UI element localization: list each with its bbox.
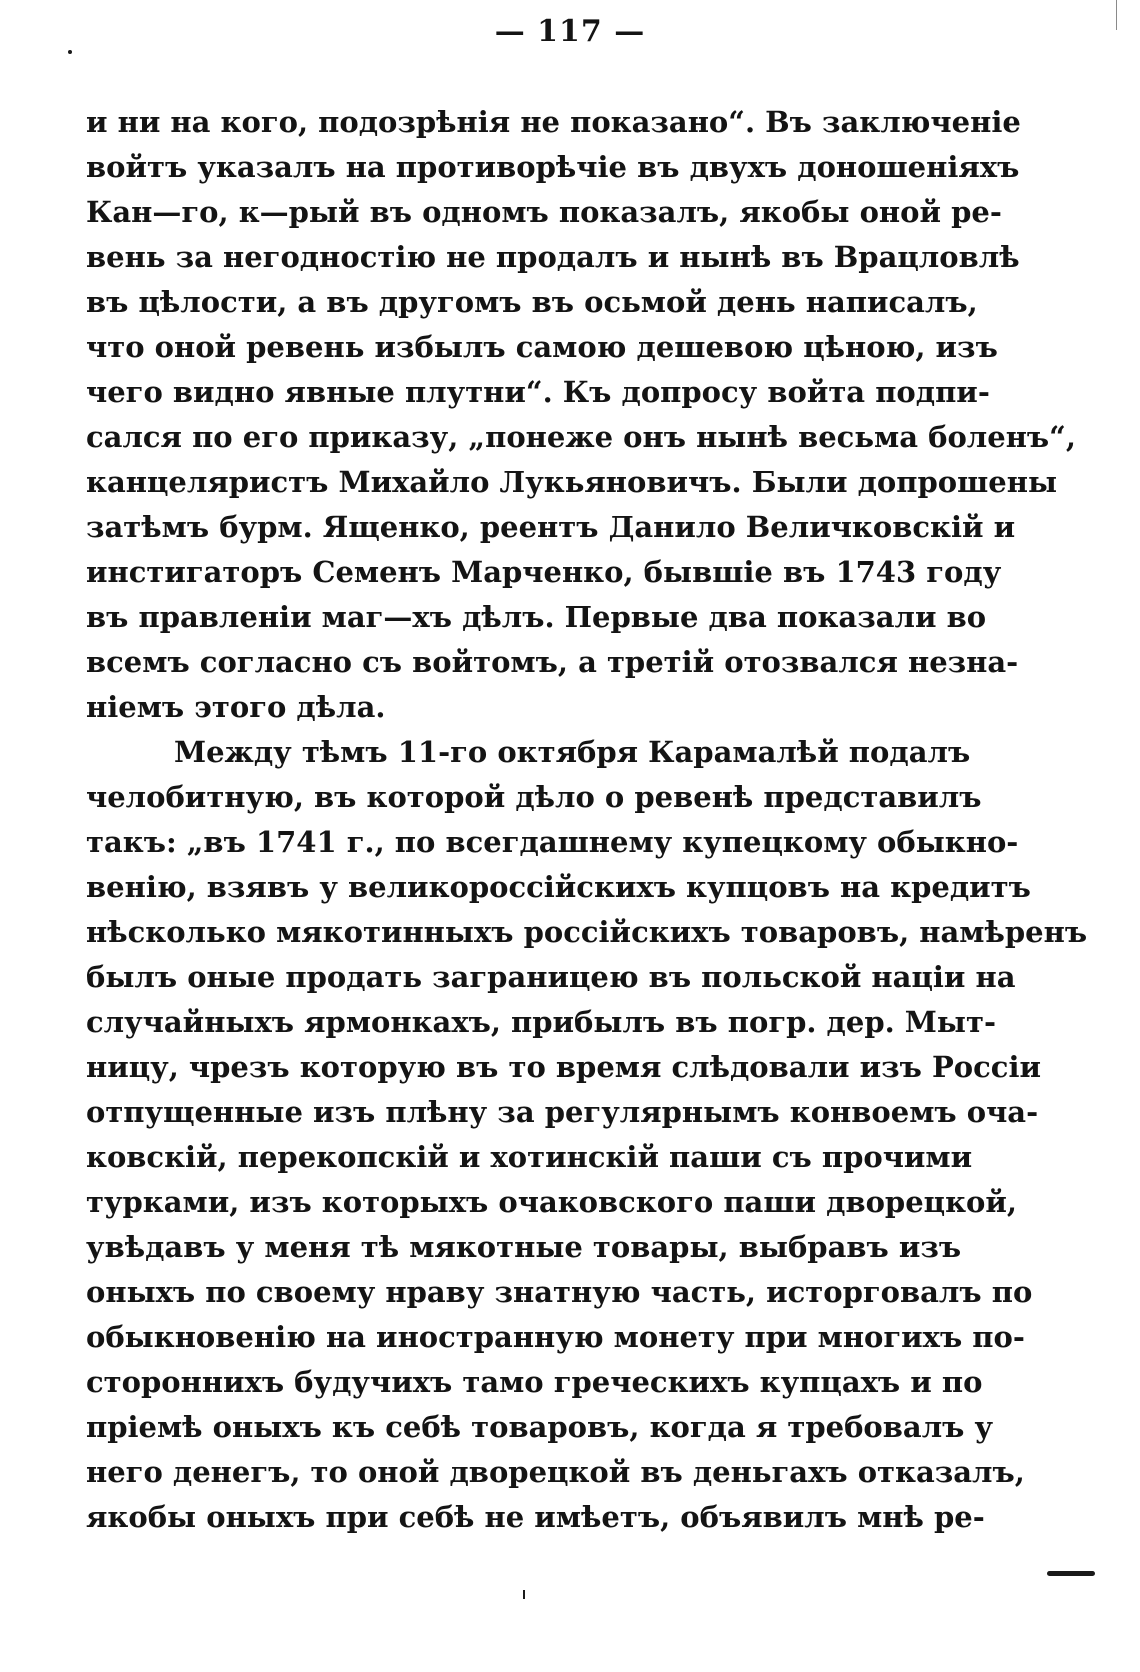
text-line: Между тѣмъ 11-го октября Карамалѣй подалъ: [174, 735, 971, 769]
text-line: ніемъ этого дѣла.: [86, 690, 386, 724]
text-line: въ цѣлости, а въ другомъ въ осьмой день написалъ,: [86, 285, 978, 319]
text-line: него денегъ, то оной дворецкой въ деньгахъ отказалъ,: [86, 1455, 1025, 1489]
paragraph: [86, 100, 1076, 730]
text-line: оныхъ по своему нраву знатную часть, исторговалъ по: [86, 1275, 1033, 1309]
body-text: [86, 100, 1088, 1540]
scan-dot-mark: [68, 50, 72, 54]
text-line: такъ: „въ 1741 г., по всегдашнему купецкому обыкно-: [86, 825, 1019, 859]
scan-tick-mark: [523, 1590, 525, 1599]
text-line: пріемѣ оныхъ къ себѣ товаровъ, когда я требовалъ у: [86, 1410, 994, 1444]
text-line: нѣсколько мякотинныхъ россійскихъ товаровъ, намѣренъ: [86, 915, 1088, 949]
text-line: стороннихъ будучихъ тамо греческихъ купцахъ и по: [86, 1365, 983, 1399]
text-line: случайныхъ ярмонкахъ, прибылъ въ погр. дер. Мыт-: [86, 1005, 996, 1039]
text-line: чего видно явные плутни“. Къ допросу войта подпи-: [86, 375, 990, 409]
paragraph: [86, 730, 1088, 1540]
text-line: затѣмъ бурм. Ященко, реентъ Данило Величковскій и: [86, 510, 1016, 544]
text-line: турками, изъ которыхъ очаковского паши дворецкой,: [86, 1185, 1017, 1219]
text-line: инстигаторъ Семенъ Марченко, бывшіе въ 1743 году: [86, 555, 1002, 589]
page-number: — 117 —: [494, 14, 646, 49]
text-line: сался по его приказу, „понеже онъ нынѣ весьма боленъ“,: [86, 420, 1076, 454]
text-line: отпущенные изъ плѣну за регулярнымъ конвоемъ оча-: [86, 1095, 1039, 1129]
text-line: всемъ согласно съ войтомъ, а третій отозвался незна-: [86, 645, 1019, 679]
scan-edge-line: [1116, 0, 1117, 30]
text-line: якобы оныхъ при себѣ не имѣетъ, объявилъ мнѣ ре-: [86, 1500, 985, 1534]
text-line: ницу, чрезъ которую въ то время слѣдовали изъ Россіи: [86, 1050, 1041, 1084]
text-line: челобитную, въ которой дѣло о ревенѣ представилъ: [86, 780, 982, 814]
text-line: и ни на кого, подозрѣнія не показано“. Въ заключеніе: [86, 105, 1021, 139]
text-line: канцеляристъ Михайло Лукьяновичъ. Были допрошены: [86, 465, 1058, 499]
text-line: въ правленіи маг—хъ дѣлъ. Первые два показали во: [86, 600, 987, 634]
text-line: увѣдавъ у меня тѣ мякотные товары, выбравъ изъ: [86, 1230, 962, 1264]
text-line: былъ оные продать заграницею въ польской націи на: [86, 960, 1016, 994]
text-line: вень за негодностію не продалъ и нынѣ въ Врацловлѣ: [86, 240, 1020, 274]
text-line: войтъ указалъ на противорѣчіе въ двухъ доношеніяхъ: [86, 150, 1020, 184]
text-line: венію, взявъ у великороссійскихъ купцовъ на кредитъ: [86, 870, 1031, 904]
text-line: Кан—го, к—рый въ одномъ показалъ, якобы оной ре-: [86, 195, 1002, 229]
text-line: что оной ревень избылъ самою дешевою цѣною, изъ: [86, 330, 998, 364]
text-line: ковскій, перекопскій и хотинскій паши съ прочими: [86, 1140, 973, 1174]
text-line: обыкновенію на иностранную монету при многихъ по-: [86, 1320, 1025, 1354]
scan-dash-mark: [1047, 1571, 1095, 1576]
